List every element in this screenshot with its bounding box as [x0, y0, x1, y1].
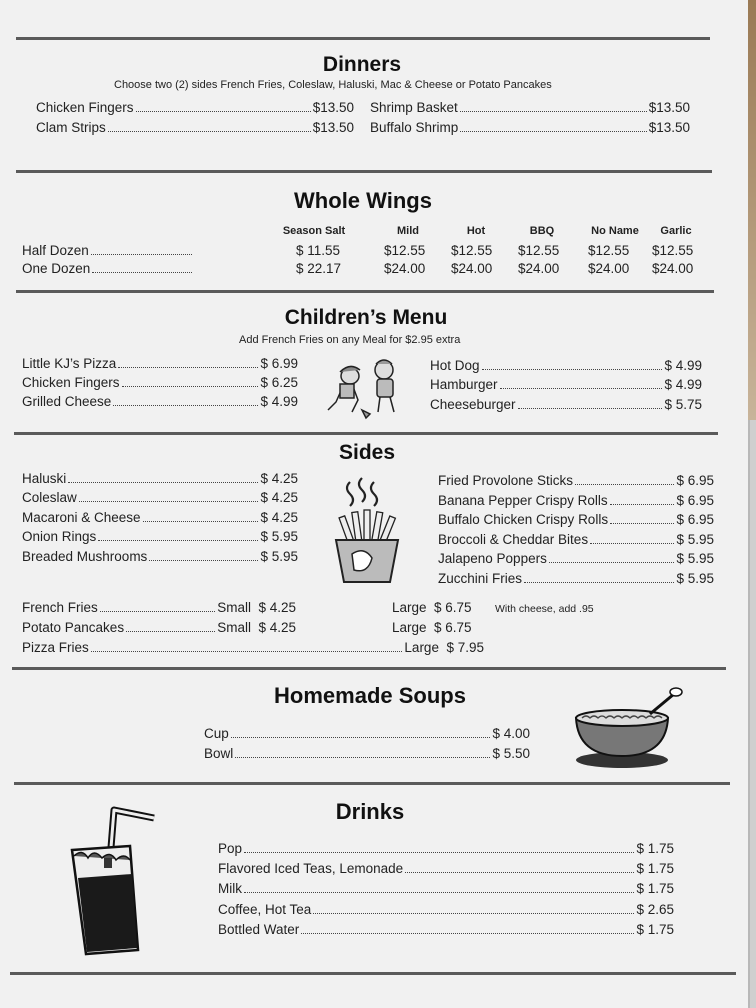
price-note: With cheese, add .95 — [495, 603, 594, 615]
list-item: Shrimp Basket $13.50 — [370, 100, 690, 115]
list-item: Clam Strips $13.50 — [36, 120, 354, 135]
list-item: Chicken Fingers $ 6.25 — [22, 375, 298, 390]
list-item: Grilled Cheese $ 4.99 — [22, 394, 298, 409]
size-price: Large $ 6.75 — [392, 600, 472, 615]
list-item: Buffalo Shrimp $13.50 — [370, 120, 690, 135]
bottom-divider — [10, 972, 736, 975]
list-item: Chicken Fingers $13.50 — [36, 100, 354, 115]
size-price: Large $ 6.75 — [392, 620, 472, 635]
table-cell: $ 11.55 — [296, 243, 341, 258]
table-cell: $12.55 — [384, 243, 426, 258]
list-item: Breaded Mushrooms $ 5.95 — [22, 549, 298, 564]
table-cell: $ 22.17 — [296, 261, 342, 276]
table-cell: $24.00 — [384, 261, 426, 276]
table-cell: $12.55 — [518, 243, 560, 258]
section-divider — [16, 290, 714, 293]
wings-col-season-salt: Season Salt — [282, 225, 346, 237]
list-item: Buffalo Chicken Crispy Rolls $ 6.95 — [438, 512, 714, 527]
section-divider — [12, 667, 726, 670]
list-item: Bowl $ 5.50 — [204, 746, 530, 761]
section-divider — [14, 782, 730, 785]
list-item: French Fries Small $ 4.25 — [22, 600, 296, 615]
list-item: Cup $ 4.00 — [204, 726, 530, 741]
list-item: Milk $ 1.75 — [218, 881, 674, 896]
dinners-title: Dinners — [322, 53, 402, 76]
table-cell: $24.00 — [588, 261, 630, 276]
wings-col-mild: Mild — [397, 225, 419, 237]
children-subtitle: Add French Fries on any Meal for $2.95 extra — [239, 334, 461, 346]
children-title: Children’s Menu — [284, 306, 448, 329]
table-row-label: One Dozen — [22, 261, 194, 276]
wings-col-bbq: BBQ — [529, 225, 555, 237]
section-divider — [16, 170, 712, 173]
wings-title: Whole Wings — [294, 188, 432, 213]
list-item: Jalapeno Poppers $ 5.95 — [438, 551, 714, 566]
table-cell: $12.55 — [652, 243, 694, 258]
table-cell: $24.00 — [518, 261, 560, 276]
drinks-title: Drinks — [335, 799, 405, 824]
table-row-label: Half Dozen — [22, 243, 194, 258]
list-item: Little KJ’s Pizza $ 6.99 — [22, 356, 298, 371]
section-divider — [14, 432, 718, 435]
list-item: Potato Pancakes Small $ 4.25 — [22, 620, 296, 635]
table-cell: $12.55 — [451, 243, 493, 258]
french-fries-icon — [330, 474, 410, 586]
list-item: Haluski $ 4.25 — [22, 471, 298, 486]
table-edge — [748, 0, 756, 420]
list-item: Hamburger $ 4.99 — [430, 377, 702, 392]
list-item: Fried Provolone Sticks $ 6.95 — [438, 473, 714, 488]
list-item: Pizza Fries Large $ 7.95 — [22, 640, 484, 655]
list-item: Hot Dog $ 4.99 — [430, 358, 702, 373]
wings-col-garlic: Garlic — [660, 225, 692, 237]
list-item: Coleslaw $ 4.25 — [22, 490, 298, 505]
wings-col-hot: Hot — [466, 225, 486, 237]
list-item: Cheeseburger $ 5.75 — [430, 397, 702, 412]
soup-bowl-icon — [570, 686, 684, 770]
soda-cup-icon — [64, 800, 160, 960]
dinners-subtitle: Choose two (2) sides French Fries, Coleslaw, Haluski, Mac & Cheese or Potato Pancakes — [114, 79, 552, 91]
table-cell: $24.00 — [451, 261, 493, 276]
sides-title: Sides — [338, 441, 396, 464]
list-item: Bottled Water $ 1.75 — [218, 922, 674, 937]
table-cell: $12.55 — [588, 243, 630, 258]
soups-title: Homemade Soups — [274, 683, 466, 708]
children-clipart-icon — [322, 352, 408, 420]
table-cell: $24.00 — [652, 261, 694, 276]
list-item: Banana Pepper Crispy Rolls $ 6.95 — [438, 493, 714, 508]
list-item: Pop $ 1.75 — [218, 841, 674, 856]
list-item: Macaroni & Cheese $ 4.25 — [22, 510, 298, 525]
list-item: Zucchini Fries $ 5.95 — [438, 571, 714, 586]
section-divider — [16, 37, 710, 40]
list-item: Onion Rings $ 5.95 — [22, 529, 298, 544]
list-item: Coffee, Hot Tea $ 2.65 — [218, 902, 674, 917]
list-item: Broccoli & Cheddar Bites $ 5.95 — [438, 532, 714, 547]
list-item: Flavored Iced Teas, Lemonade $ 1.75 — [218, 861, 674, 876]
wings-col-no-name: No Name — [591, 225, 639, 237]
